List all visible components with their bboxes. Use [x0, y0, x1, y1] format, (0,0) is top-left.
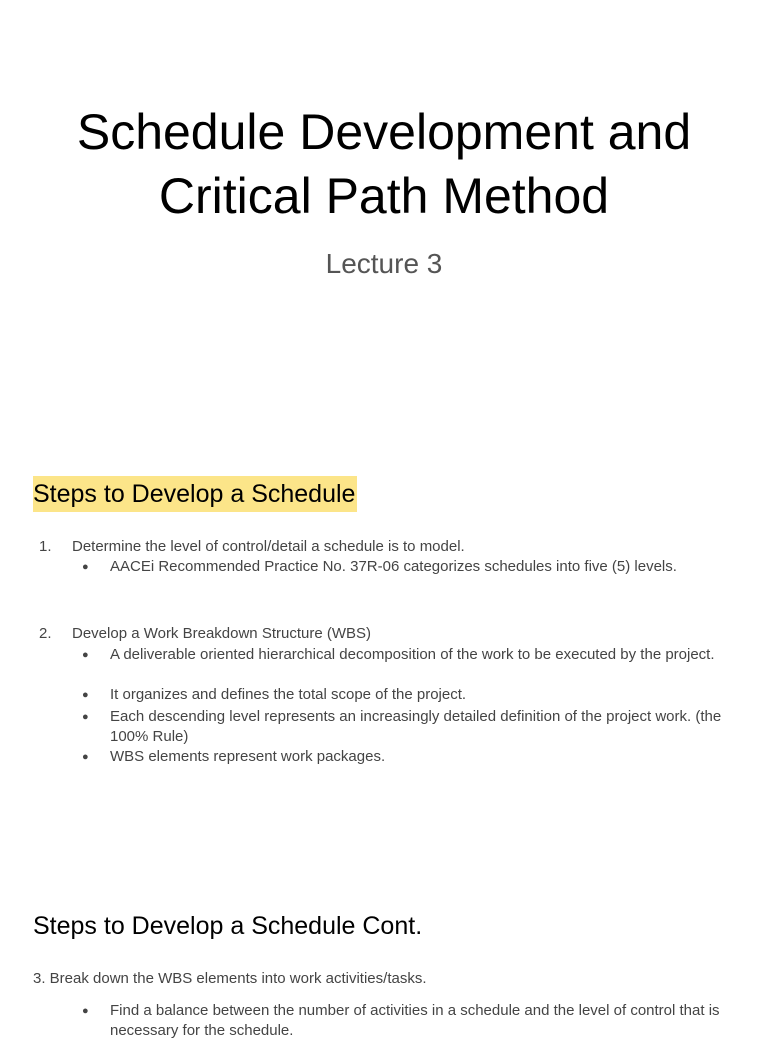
bullet-icon: ●	[82, 711, 89, 723]
list-item-text: Determine the level of control/detail a schedule is to model.	[72, 538, 465, 555]
bullet-text: Find a balance between the number of activities in a schedule and the level of control that is necessary for the schedule.	[110, 1002, 720, 1039]
title-line-2: Critical Path Method	[158, 168, 610, 224]
bullet-icon: ●	[82, 649, 89, 661]
section-heading-steps-cont: Steps to Develop a Schedule Cont.	[33, 912, 423, 940]
section-heading-steps: Steps to Develop a Schedule	[33, 476, 357, 512]
bullet-icon: ●	[82, 561, 89, 573]
list-number: 1.	[39, 538, 52, 555]
list-number: 2.	[39, 625, 52, 642]
title-line-1: Schedule Development and	[76, 104, 692, 160]
list-item-3: 3. Break down the WBS elements into work activities/tasks.	[33, 970, 427, 987]
bullet-icon: ●	[82, 689, 89, 701]
bullet-text: AACEi Recommended Practice No. 37R-06 categorizes schedules into five (5) levels.	[110, 558, 677, 575]
slide-subtitle: Lecture 3	[325, 248, 443, 279]
bullet-text: WBS elements represent work packages.	[110, 748, 386, 765]
bullet-icon: ●	[82, 1005, 89, 1017]
bullet-text: A deliverable oriented hierarchical decomposition of the work to be executed by the project.	[110, 646, 715, 663]
slide-title	[0, 100, 768, 228]
bullet-icon: ●	[82, 751, 89, 763]
bullet-text: Each descending level represents an increasingly detailed definition of the project work. (the 100% Rule)	[110, 708, 722, 745]
bullet-text: It organizes and defines the total scope of the project.	[110, 686, 467, 703]
list-item-text: Develop a Work Breakdown Structure (WBS)	[72, 625, 371, 642]
